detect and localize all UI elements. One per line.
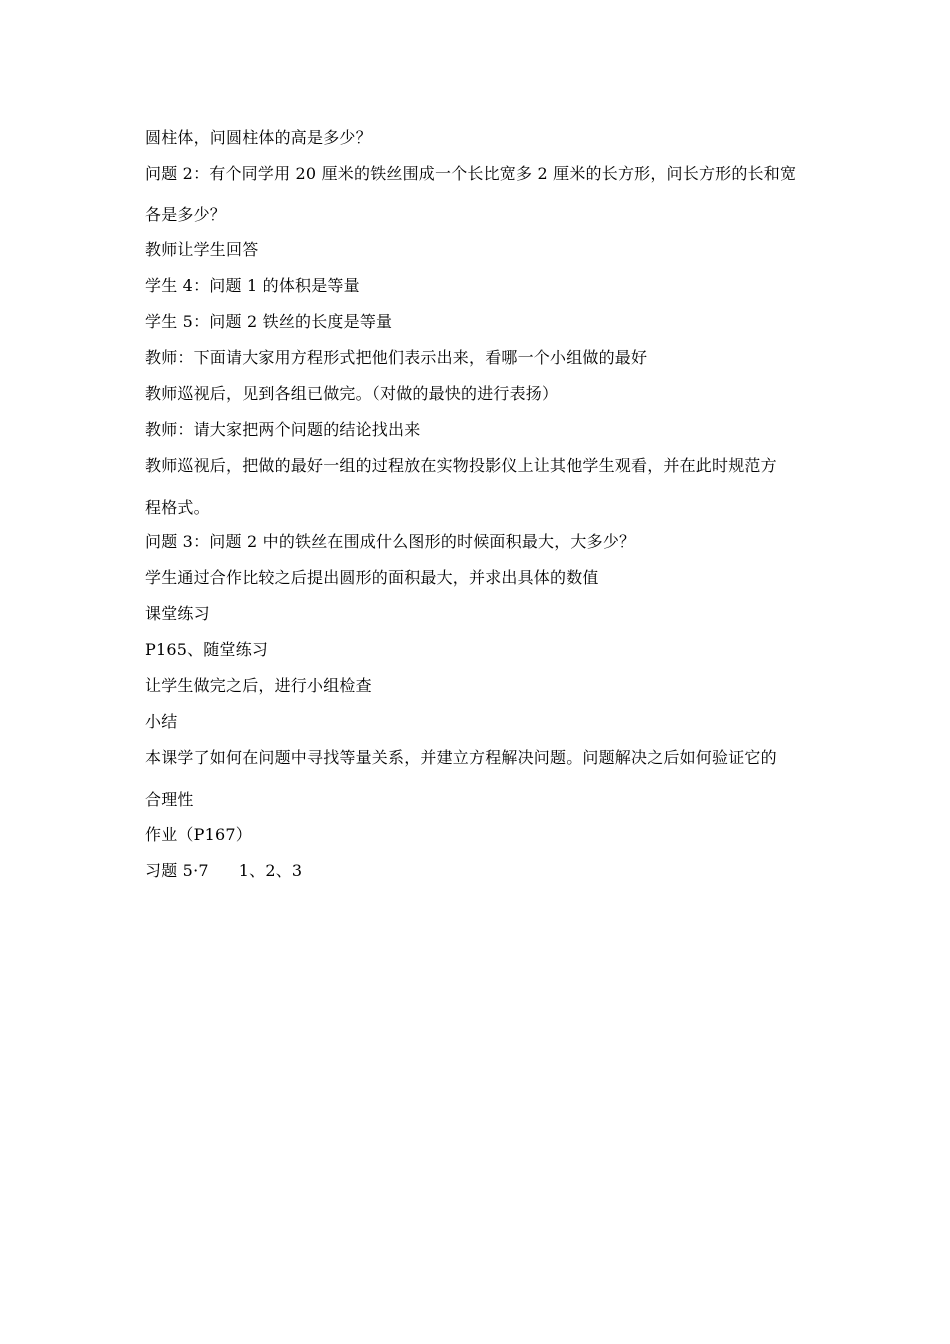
text-line: 学生 5：问题 2 铁丝的长度是等量 (145, 312, 393, 331)
text-line: 学生 4：问题 1 的体积是等量 (145, 276, 360, 295)
text-line: 课堂练习 (145, 604, 210, 623)
text-line: 教师：下面请大家用方程形式把他们表示出来，看哪一个小组做的最好 (145, 348, 648, 367)
text-line: 程格式。 (145, 498, 210, 517)
text-line: 让学生做完之后，进行小组检查 (145, 676, 372, 695)
text-line: 作业（P167） (145, 825, 252, 844)
text-line: 本课学了如何在问题中寻找等量关系，并建立方程解决问题。问题解决之后如何验证它的 (145, 748, 777, 767)
text-line: 教师巡视后，把做的最好一组的过程放在实物投影仪上让其他学生观看，并在此时规范方 (145, 456, 777, 475)
text-line: 问题 3：问题 2 中的铁丝在围成什么图形的时候面积最大，大多少？ (145, 532, 636, 551)
text-line: 圆柱体，问圆柱体的高是多少？ (145, 128, 372, 147)
exercise-label: 习题 5·7 (145, 861, 209, 880)
text-line: 学生通过合作比较之后提出圆形的面积最大，并求出具体的数值 (145, 568, 599, 587)
text-line: 教师让学生回答 (145, 240, 259, 259)
text-line: 教师：请大家把两个问题的结论找出来 (145, 420, 421, 439)
text-line: 合理性 (145, 790, 194, 809)
text-line: 各是多少？ (145, 205, 227, 224)
text-line: 小结 (145, 712, 178, 731)
text-line: P165、随堂练习 (145, 640, 269, 659)
text-line (145, 861, 825, 881)
text-line: 教师巡视后，见到各组已做完。（对做的最快的进行表扬） (145, 384, 559, 403)
text-line: 问题 2：有个同学用 20 厘米的铁丝围成一个长比宽多 2 厘米的长方形，问长方形的长和宽 (145, 164, 797, 183)
exercise-numbers: 1、2、3 (238, 861, 303, 880)
